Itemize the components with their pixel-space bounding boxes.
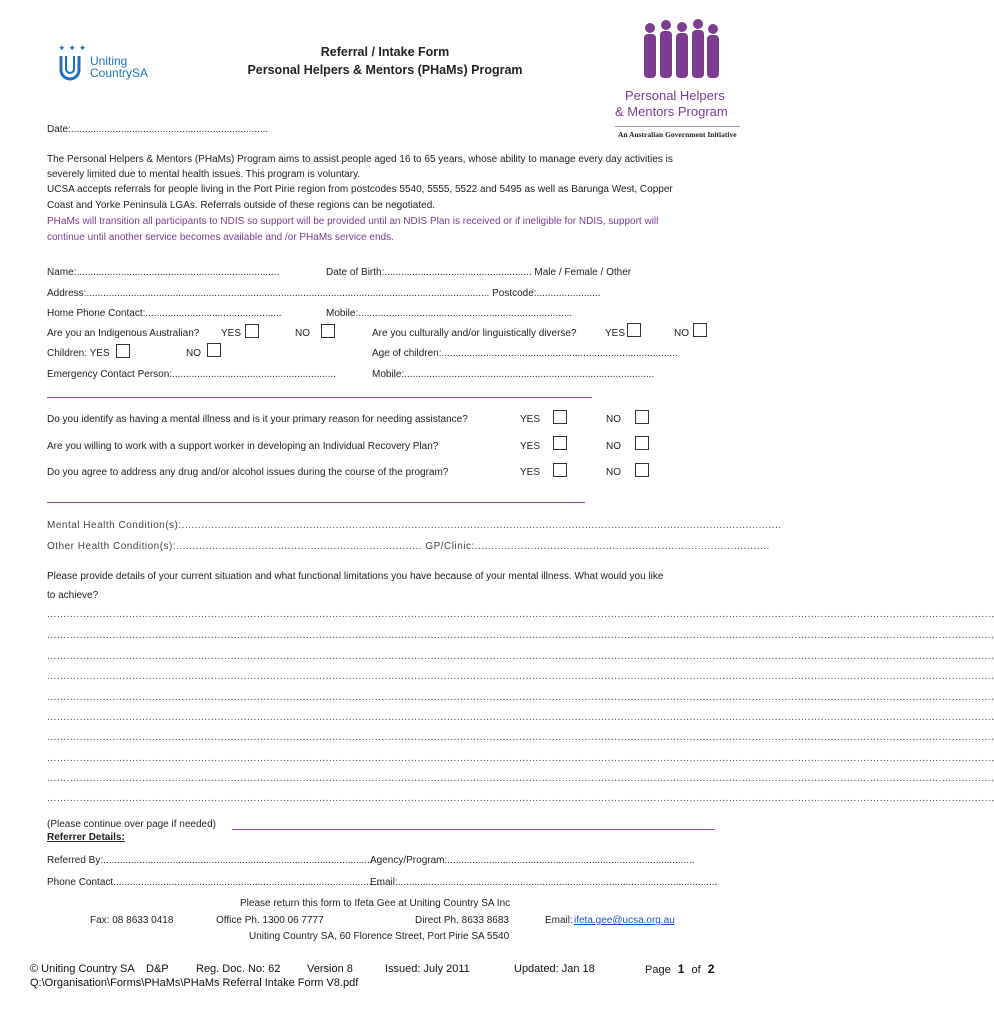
children-yes-checkbox[interactable]: [116, 344, 130, 358]
cald-yes-label: YES: [605, 328, 626, 339]
question-2-no-checkbox[interactable]: [635, 436, 649, 450]
details-line[interactable]: .................................................................................................................................................................................................................................................................................................: [47, 793, 994, 804]
office-phone: Office Ph. 1300 06 7777: [216, 915, 324, 926]
question-1-no-checkbox[interactable]: [635, 410, 649, 424]
ucsa-logo-text: Uniting CountrySA: [90, 54, 149, 80]
phams-logo-rule: [615, 126, 740, 127]
intro-line-1: The Personal Helpers & Mentors (PHaMs) Program aims to assist people aged 16 to 65 years, whose ability to manage every day activities is: [47, 154, 673, 165]
intro-line-4: Coast and Yorke Peninsula LGAs. Referrals outside of these regions can be negotiated.: [47, 200, 436, 211]
indigenous-yes-label: YES: [221, 328, 242, 339]
cald-label: Are you culturally and/or linguistically diverse?: [372, 328, 577, 339]
question-3-no-checkbox[interactable]: [635, 463, 649, 477]
form-subtitle: Personal Helpers & Mentors (PHaMs) Program: [247, 63, 523, 77]
direct-phone: Direct Ph. 8633 8683: [415, 915, 509, 926]
referrer-phone-field[interactable]: Phone Contact..................................................................................................: [47, 877, 386, 888]
referred-by-field[interactable]: Referred By:.................................................................................................: [47, 855, 373, 866]
email-link[interactable]: ifeta.gee@ucsa.org.au: [574, 915, 675, 926]
footer-issued: Issued: July 2011: [385, 963, 470, 975]
footer-reg-doc: Reg. Doc. No: 62: [196, 963, 281, 975]
people-group-icon: [636, 18, 726, 82]
phams-logo: [636, 18, 726, 82]
question-drug-alcohol: Do you agree to address any drug and/or alcohol issues during the course of the program?: [47, 467, 449, 478]
details-line[interactable]: .................................................................................................................................................................................................................................................................................................: [47, 609, 994, 620]
indigenous-yes-checkbox[interactable]: [245, 324, 259, 338]
phams-logo-line1: Personal Helpers: [625, 88, 725, 103]
question-2-yes-checkbox[interactable]: [553, 436, 567, 450]
home-phone-field[interactable]: Home Phone Contact:.................................................: [47, 308, 282, 319]
email-label: Email:: [545, 915, 573, 926]
question-mental-illness: Do you identify as having a mental illness and is it your primary reason for needing assistance?: [47, 414, 468, 425]
date-field[interactable]: Date:.......................................................................: [47, 124, 269, 135]
children-no-checkbox[interactable]: [207, 343, 221, 357]
age-children-field[interactable]: Age of children:.....................................................................................: [372, 348, 678, 359]
return-address: Uniting Country SA, 60 Florence Street, Port Pirie SA 5540: [249, 931, 510, 942]
indigenous-no-label: NO: [295, 328, 310, 339]
details-line[interactable]: .................................................................................................................................................................................................................................................................................................: [47, 651, 994, 662]
footer-dp: D&P: [146, 963, 169, 975]
intro-line-5: PHaMs will transition all participants to NDIS so support will be provided until an NDIS Plan is received or if ineligible for NDIS, support will: [47, 216, 659, 227]
question-recovery-plan: Are you willing to work with a support worker in developing an Individual Recovery Plan?: [47, 441, 439, 452]
section-divider-3: [232, 829, 715, 830]
question-2-no-label: NO: [606, 441, 621, 452]
details-line[interactable]: .................................................................................................................................................................................................................................................................................................: [47, 773, 994, 784]
other-health-condition-field[interactable]: Other Health Condition(s):........................................................................... GP/Clinic:..........................................................................................: [47, 541, 770, 552]
continue-note: (Please continue over page if needed): [47, 819, 217, 830]
return-instruction: Please return this form to Ifeta Gee at Uniting Country SA Inc: [240, 898, 511, 909]
children-no-label: NO: [186, 348, 201, 359]
intro-line-6: continue until another service becomes available and /or PHaMs service ends.: [47, 232, 394, 243]
details-line[interactable]: .................................................................................................................................................................................................................................................................................................: [47, 671, 994, 682]
mental-health-condition-field[interactable]: Mental Health Condition(s):.......................................................................................................................................................................................: [47, 520, 782, 531]
section-divider-1: [47, 397, 592, 398]
address-field[interactable]: Address:................................................................................................................................................. Postcode:.......................: [47, 288, 601, 299]
question-1-yes-label: YES: [520, 414, 541, 425]
details-line[interactable]: .................................................................................................................................................................................................................................................................................................: [47, 732, 994, 743]
details-line[interactable]: .................................................................................................................................................................................................................................................................................................: [47, 753, 994, 764]
question-2-yes-label: YES: [520, 441, 541, 452]
children-label: Children: YES: [47, 348, 110, 359]
intro-line-2: severely limited due to mental health issues. This program is voluntary.: [47, 169, 361, 180]
details-prompt-line-2: to achieve?: [47, 590, 99, 601]
cald-no-checkbox[interactable]: [693, 323, 707, 337]
details-line[interactable]: .................................................................................................................................................................................................................................................................................................: [47, 712, 994, 723]
emergency-contact-field[interactable]: Emergency Contact Person:...........................................................: [47, 369, 336, 380]
form-title: Referral / Intake Form: [320, 45, 450, 59]
question-1-no-label: NO: [606, 414, 621, 425]
name-field[interactable]: Name:.........................................................................: [47, 267, 280, 278]
details-line[interactable]: .................................................................................................................................................................................................................................................................................................: [47, 630, 994, 641]
of-label: of: [691, 964, 701, 976]
intro-line-3: UCSA accepts referrals for people living in the Port Pirie region from postcodes 5540, 5555, 5522 and 5495 as well as Barunga West, Copper: [47, 184, 673, 195]
mobile-field[interactable]: Mobile:.............................................................................: [326, 308, 573, 319]
details-prompt-line-1: Please provide details of your current situation and what functional limitations you have because of your mental illness. What would you like: [47, 571, 664, 582]
footer-page: [645, 962, 714, 976]
section-divider-2: [47, 502, 585, 503]
indigenous-no-checkbox[interactable]: [321, 324, 335, 338]
question-3-yes-label: YES: [520, 467, 541, 478]
page-total: 2: [707, 962, 715, 976]
footer-updated: Updated: Jan 18: [514, 963, 595, 975]
question-1-yes-checkbox[interactable]: [553, 410, 567, 424]
referrer-email-field[interactable]: Email:...................................................................................................................: [370, 877, 718, 888]
dob-field[interactable]: Date of Birth:..................................................... Male / Female / Other: [326, 267, 632, 278]
page-number: 1: [677, 962, 685, 976]
phams-logo-tagline: An Australian Government Initiative: [618, 130, 737, 139]
fax-number: Fax: 08 8633 0418: [90, 915, 174, 926]
page-label: Page: [645, 964, 671, 976]
emergency-mobile-field[interactable]: Mobile:..........................................................................................: [372, 369, 655, 380]
footer-file-path: Q:\Organisation\Forms\PHaMs\PHaMs Referral Intake Form V8.pdf: [30, 977, 359, 989]
indigenous-label: Are you an Indigenous Australian?: [47, 328, 200, 339]
referrer-heading: Referrer Details:: [47, 832, 125, 843]
cald-yes-checkbox[interactable]: [627, 323, 641, 337]
footer-copyright: © Uniting Country SA: [30, 963, 135, 975]
agency-program-field[interactable]: Agency/Program:.........................................................................................: [370, 855, 695, 866]
cald-no-label: NO: [674, 328, 689, 339]
question-3-no-label: NO: [606, 467, 621, 478]
phams-logo-line2: & Mentors Program: [615, 104, 728, 119]
details-line[interactable]: .................................................................................................................................................................................................................................................................................................: [47, 692, 994, 703]
svg-text:✦ ✦ ✦: ✦ ✦ ✦: [58, 44, 87, 54]
question-3-yes-checkbox[interactable]: [553, 463, 567, 477]
footer-version: Version 8: [307, 963, 353, 975]
